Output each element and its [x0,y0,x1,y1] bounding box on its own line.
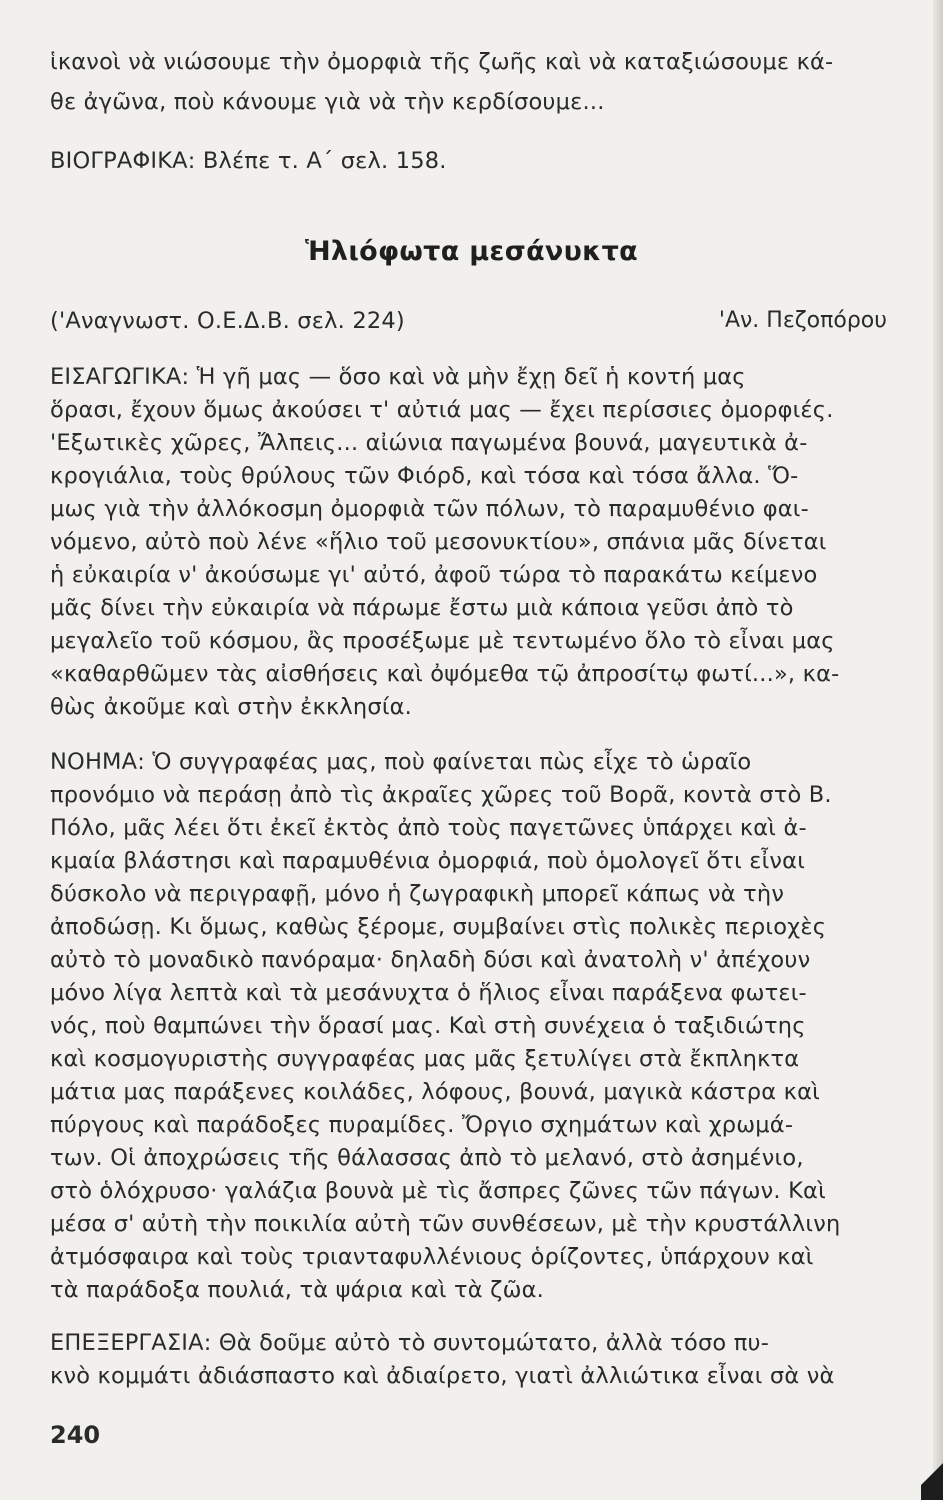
eisagogika-line: ΕΙΣΑΓΩΓΙΚΑ: Ἡ γῆ μας — ὅσο καὶ νὰ μὴν ἔχῃ δεῖ ἡ κοντή μας [50,364,746,390]
noima-line: μάτια μας παράξενες κοιλάδες, λόφους, βουνά, μαγικὰ κάστρα καὶ [50,1079,820,1105]
epexergasia-line: ΕΠΕΞΕΡΓΑΣΙΑ: Θὰ δοῦμε αὐτὸ τὸ συντομώτατο, ἀλλὰ τόσο πυ- [50,1330,770,1356]
noima-line: ἀποδώσῃ. Κι ὅμως, καθὼς ξέρομε, συμβαίνει στὶς πολικὲς περιοχὲς [50,914,827,940]
page-edge-shadow [933,0,943,1500]
eisagogika-line: νόμενο, αὐτὸ ποὺ λένε «ἥλιο τοῦ μεσονυκτίου», σπάνια μᾶς δίνεται [50,529,827,555]
eisagogika-line: μεγαλεῖο τοῦ κόσμου, ἂς προσέξωμε μὲ τεντωμένο ὅλο τὸ εἶναι μας [50,628,835,654]
noima-line: μέσα σ' αὐτὴ τὴν ποικιλία αὐτὴ τῶν συνθέσεων, μὲ τὴν κρυστάλλινη [50,1211,841,1237]
intro-line: θε ἀγῶνα, ποὺ κάνουμε γιὰ νὰ τὴν κερδίσουμε... [50,89,605,115]
noima-line: ἀτμόσφαιρα καὶ τοὺς τριανταφυλλένιους ὁρίζοντες, ὑπάρχουν καὶ [50,1244,814,1270]
article-title: Ἡλιόφωτα μεσάνυκτα [304,236,639,267]
page-corner [921,1460,943,1500]
eisagogika-line: ὅρασι, ἔχουν ὅμως ἀκούσει τ' αὐτιά μας — ἔχει περίσσιες ὀμορφιές. [50,397,834,423]
noima-line: δύσκολο νὰ περιγραφῇ, μόνο ἡ ζωγραφικὴ μπορεῖ κάπως νὰ τὴν [50,881,785,907]
noima-line: πύργους καὶ παράδοξες πυραμίδες. Ὄργιο σχημάτων καὶ χρωμά- [50,1112,794,1138]
noima-line: των. Οἱ ἀποχρώσεις τῆς θάλασσας ἀπὸ τὸ μελανό, στὸ ἀσημένιο, [50,1145,804,1171]
eisagogika-line: ἡ εὐκαιρία ν' ἀκούσωμε γι' αὐτό, ἀφοῦ τώρα τὸ παρακάτω κείμενο [50,562,818,588]
eisagogika-line: θὼς ἀκοῦμε καὶ στὴν ἐκκλησία. [50,694,413,720]
noima-line: προνόμιο νὰ περάσῃ ἀπὸ τὶς ἀκραῖες χῶρες τοῦ Βορᾶ, κοντὰ στὸ Β. [50,782,832,808]
page-number: 240 [50,1421,101,1449]
biography-note: ΒΙΟΓΡΑΦΙΚΑ: Βλέπε τ. Α΄ σελ. 158. [50,148,447,174]
eisagogika-line: μως γιὰ τὴν ἀλλόκοσμη ὀμορφιὰ τῶν πόλων, τὸ παραμυθένιο φαι- [50,496,809,522]
noima-line: τὰ παράδοξα πουλιά, τὰ ψάρια καὶ τὰ ζῶα. [50,1277,545,1303]
author-name: 'Αν. Πεζοπόρου [718,308,887,333]
epexergasia-line: κνὸ κομμάτι ἀδιάσπαστο καὶ ἀδιαίρετο, γιατὶ ἀλλιώτικα εἶναι σὰ νὰ [50,1363,835,1389]
noima-line: Πόλο, μᾶς λέει ὅτι ἐκεῖ ἐκτὸς ἀπὸ τοὺς παγετῶνες ὑπάρχει καὶ ἀ- [50,815,807,841]
eisagogika-line: μᾶς δίνει τὴν εὐκαιρία νὰ πάρωμε ἔστω μιὰ κάποια γεῦσι ἀπὸ τὸ [50,595,794,621]
intro-line: ἱκανοὶ νὰ νιώσουμε τὴν ὀμορφιὰ τῆς ζωῆς καὶ νὰ καταξιώσουμε κά- [50,49,834,75]
noima-line: ΝΟΗΜΑ: Ὁ συγγραφέας μας, ποὺ φαίνεται πὼς εἶχε τὸ ὡραῖο [50,749,752,775]
noima-line: κμαία βλάστησι καὶ παραμυθένια ὀμορφιά, ποὺ ὁμολογεῖ ὅτι εἶναι [50,848,806,874]
noima-line: στὸ ὁλόχρυσο· γαλάζια βουνὰ μὲ τὶς ἄσπρες ζῶνες τῶν πάγων. Καὶ [50,1178,826,1204]
noima-line: καὶ κοσμογυριστὴς συγγραφέας μας μᾶς ξετυλίγει στὰ ἔκπληκτα [50,1046,800,1072]
noima-line: νός, ποὺ θαμπώνει τὴν ὅρασί μας. Καὶ στὴ συνέχεια ὁ ταξιδιώτης [50,1013,806,1039]
noima-line: μόνο λίγα λεπτὰ καὶ τὰ μεσάνυχτα ὁ ἥλιος εἶναι παράξενα φωτει- [50,980,807,1006]
eisagogika-line: «καθαρθῶμεν τὰς αἰσθήσεις καὶ ὀψόμεθα τῷ ἀπροσίτῳ φωτί...», κα- [50,661,840,687]
eisagogika-line: κρογιάλια, τοὺς θρύλους τῶν Φιόρδ, καὶ τόσα καὶ τόσα ἄλλα. Ὅ- [50,463,799,489]
noima-line: αὐτὸ τὸ μοναδικὸ πανόραμα· δηλαδὴ δύσι καὶ ἀνατολὴ ν' ἀπέχουν [50,947,811,973]
eisagogika-line: 'Εξωτικὲς χῶρες, Ἄλπεις... αἰώνια παγωμένα βουνά, μαγευτικὰ ἀ- [50,430,808,456]
source-reference: ('Αναγνωστ. Ο.Ε.Δ.Β. σελ. 224) [50,308,405,334]
